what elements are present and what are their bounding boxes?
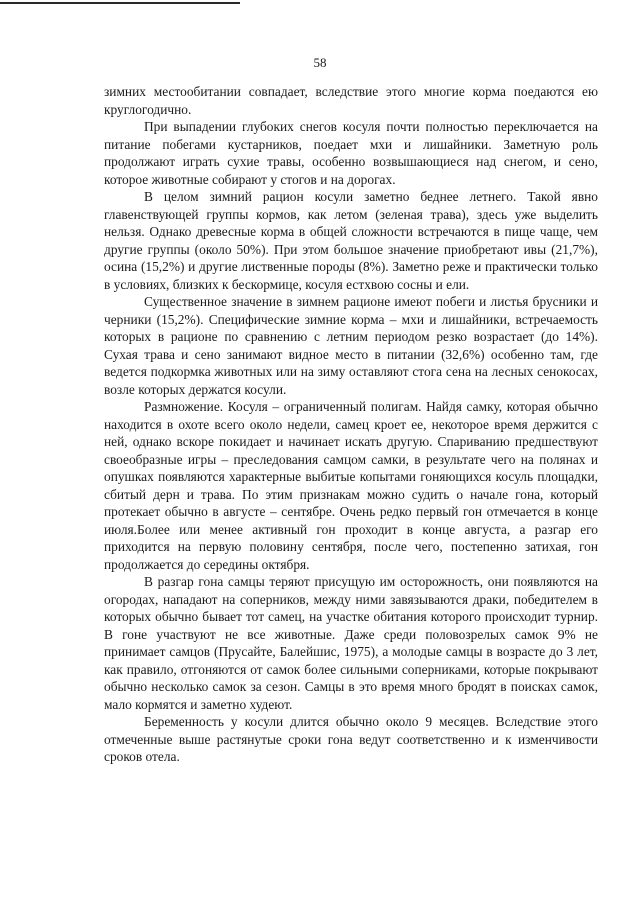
paragraph: В целом зимний рацион косули заметно беднее летнего. Такой явно главенствующей группы кормов, как летом (зеленая трава), здесь уже выделить нельзя. Однако древесные корма в общей сложности встречаются в пище чаще, чем другие группы (около 50%). При этом большое значение приобретают ивы (21,7%), осина (15,2%) и другие лиственные породы (8%). Заметно реже и практически только в условиях, близких к бескормице, косуля естхвою сосны и ели. <box>104 189 598 292</box>
paragraph: При выпадении глубоких снегов косуля почти полностью переключается на питание побегами кустарников, поедает мхи и лишайники. Заметную роль продолжают играть сухие травы, особенно возвышающиеся над снегом, и сено, которое животные собирают у стогов и на дорогах. <box>104 119 598 187</box>
paragraph: Беременность у косули длится обычно около 9 месяцев. Вследствие этого отмеченные выше растянутые сроки гона ведут соответственно и к изменчивости сроков отела. <box>104 714 598 764</box>
page-number: 58 <box>313 55 327 70</box>
document-body <box>104 83 598 766</box>
paragraph: Размножение. Косуля – ограниченный полигам. Найдя самку, которая обычно находится в охоте всего около недели, самец кроет ее, некоторое время держится с ней, однако вскоре покидает и начинает искать другую. Спариванию предшествуют своеобразные игры – преследования самцом самки, в результате чего на полянах и опушках появляются характерные выбитые копытами гоняющихся косуль площадки, сбитый дерн и трава. По этим признакам можно судить о начале гона, который протекает обычно в августе – сентябре. Очень редко первый гон отмечается в конце июля.Более или менее активный гон проходит в конце августа, а разгар его приходится на первую половину сентября, после чего, постепенно затихая, гон продолжается до середины октября. <box>104 399 598 572</box>
paragraph: Существенное значение в зимнем рационе имеют побеги и листья брусники и черники (15,2%). Специфические зимние корма – мхи и лишайники, встречаемость которых в рационе по сравнению с летним периодом резко возрастает (до 14%). Сухая трава и сено занимают видное место в питании (32,6%) особенно там, где ведется подкормка животных или на зиму оставляют стога сена на лесных сенокосах, возле которых держатся косули. <box>104 294 598 397</box>
scan-edge-rule <box>0 2 240 4</box>
paragraph: зимних местообитании совпадает, вследствие этого многие корма поедаются ею круглогодично. <box>104 84 598 117</box>
paragraph: В разгар гона самцы теряют присущую им осторожность, они появляются на огородах, нападают на соперников, между ними завязываются драки, победителем в которых обычно бывает тот самец, на участке обитания которого происходит турнир. В гоне участвуют не все животные. Даже среди половозрелых самок 9% не принимает самцов (Прусайте, Балейшис, 1975), а молодые самцы в возрасте до 3 лет, как правило, отгоняются от самок более сильными соперниками, которые покрывают обычно несколько самок за сезон. Самцы в это время много бродят в поисках самок, мало кормятся и заметно худеют. <box>104 574 598 712</box>
